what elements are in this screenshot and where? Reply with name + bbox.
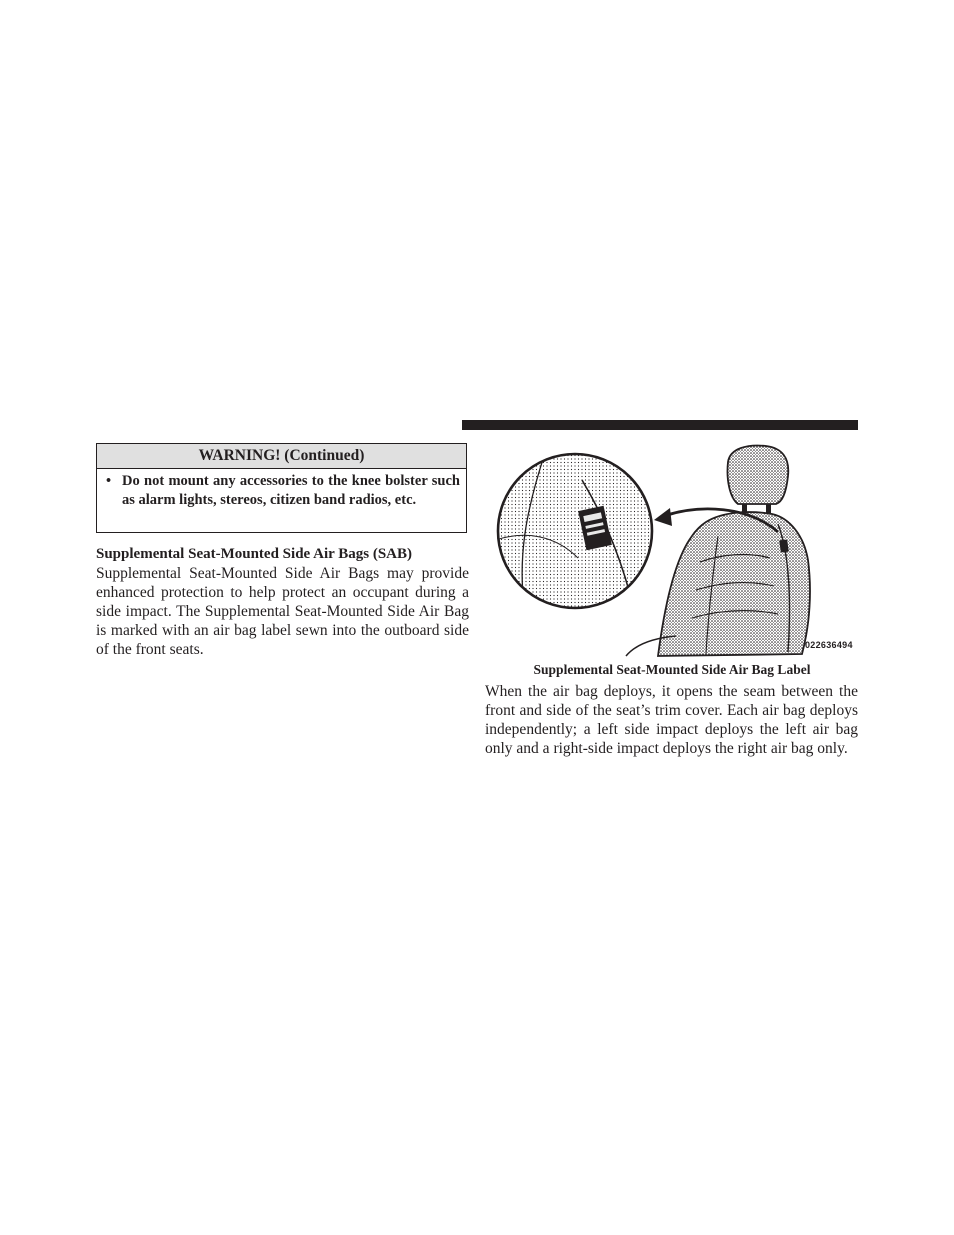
seat-airbag-label-illustration: [486, 440, 858, 660]
warning-box: [96, 443, 467, 533]
sab-section: [96, 545, 469, 659]
arrow-head-icon: [654, 508, 672, 526]
warning-title: WARNING! (Continued): [97, 444, 466, 469]
warning-bullet-item: [97, 469, 466, 510]
bullet-icon: •: [106, 473, 112, 489]
deploy-section: [485, 682, 858, 758]
section-top-rule: [462, 420, 858, 430]
figure-caption: Supplemental Seat-Mounted Side Air Bag Label: [533, 662, 811, 677]
warning-bullet-text: Do not mount any accessories to the knee bolster such as alarm lights, stereos, citizen band radios, etc.: [122, 473, 460, 508]
sab-heading: Supplemental Seat-Mounted Side Air Bags (SAB): [96, 546, 413, 562]
seat-drawing: [626, 446, 810, 656]
deploy-paragraph: When the air bag deploys, it opens the seam between the front and side of the seat’s trim cover. Each air bag deploys independently; a left side impact deploys the left air bag only and a right-side impact deploys the right air bag only.: [485, 683, 858, 757]
figure-code: 022636494: [805, 640, 853, 650]
sab-paragraph: Supplemental Seat-Mounted Side Air Bags may provide enhanced protection to help protect an occupant during a side impact. The Supplemental Seat-Mounted Side Air Bag is marked with an air bag label sewn into the outboard side of the front seats.: [96, 565, 469, 658]
magnified-detail: [496, 449, 652, 620]
